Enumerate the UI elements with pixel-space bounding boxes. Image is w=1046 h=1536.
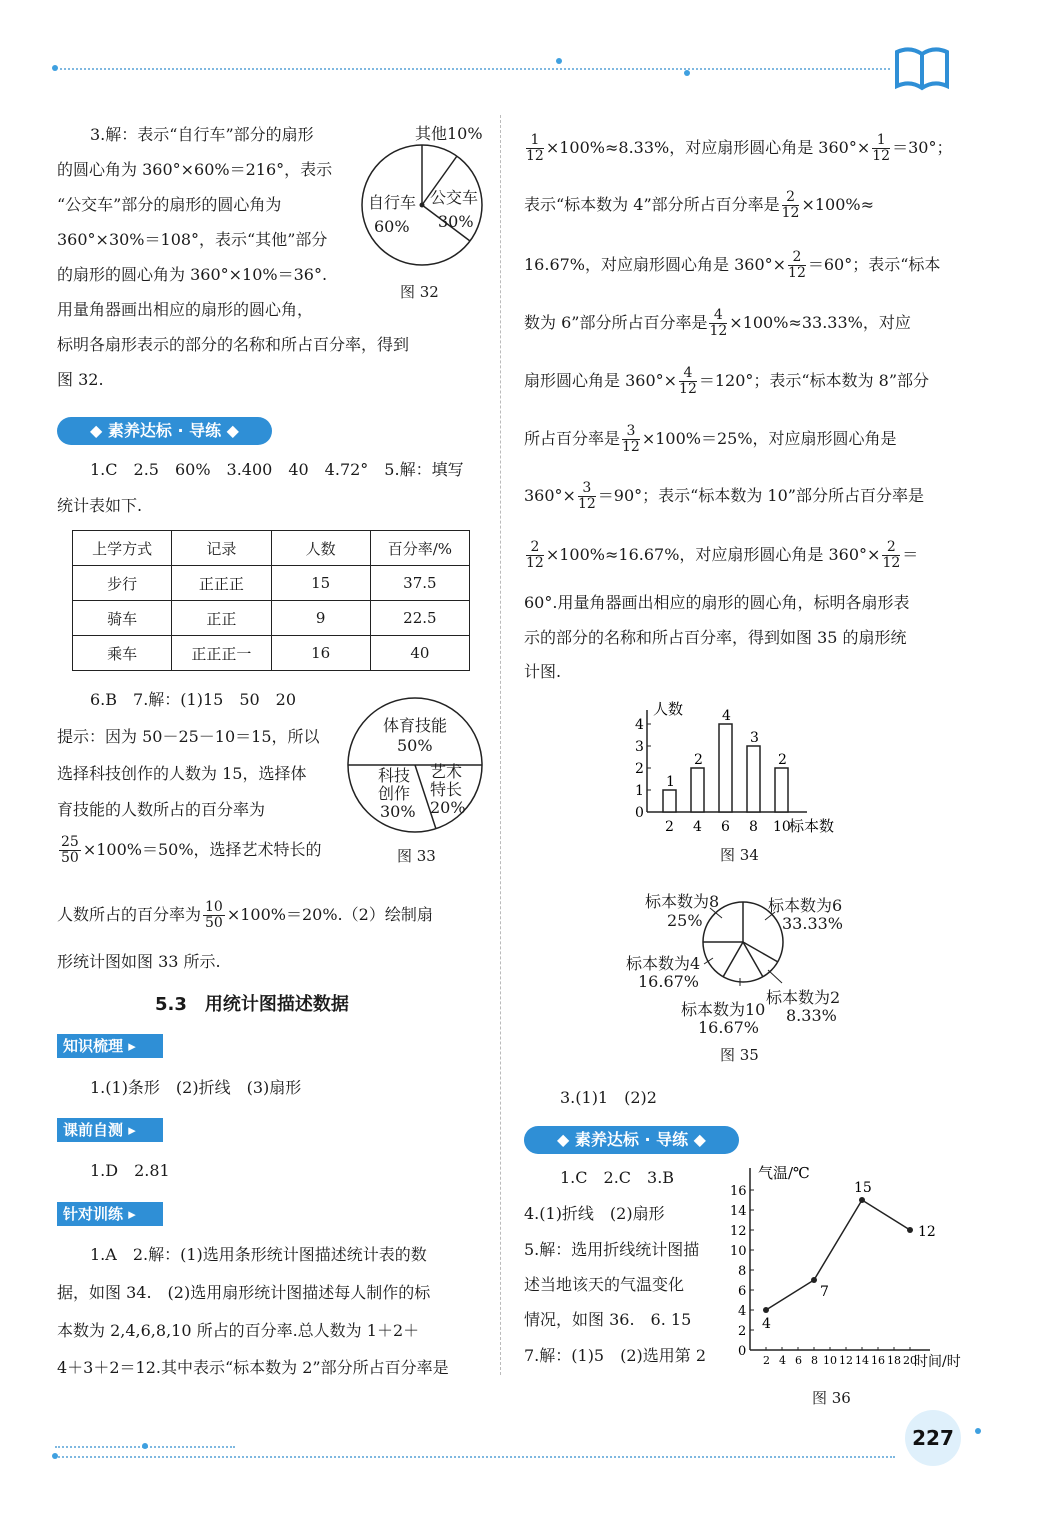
- pie-label: 标本数为6: [768, 896, 843, 915]
- text-line: 扇形圆心角是 360°× $\frac{4}{12}$ ＝120°；表示“标本数为 8”部分: [524, 365, 930, 397]
- text-line: 16.67%，对应扇形圆心角是 360°× $\frac{2}{12}$ ＝60°；表示“标本: [524, 249, 941, 281]
- table-cell: 步行: [73, 566, 172, 601]
- text-line: 6.B 7.解：(1)15 50 20: [90, 690, 297, 709]
- table-cell: 16: [271, 636, 370, 671]
- figure-caption: 图 35: [720, 1046, 759, 1064]
- y-tick-label: 3: [635, 739, 644, 755]
- table-header: 上学方式: [73, 531, 172, 566]
- y-tick-label: 0: [635, 805, 644, 821]
- text-line: 3.解：表示“自行车”部分的扇形: [90, 125, 314, 144]
- text-line: 4＋3＋2＝12.其中表示“标本数为 2”部分所占百分率是: [57, 1358, 449, 1377]
- table-cell: 骑车: [73, 601, 172, 636]
- text-line: 人数所占的百分率为 $\frac{10}{50}$ ×100%＝20%.（2）绘制扇: [57, 899, 433, 931]
- table-header: 记录: [172, 531, 271, 566]
- book-icon: [892, 42, 952, 92]
- y-tick-label: 16: [730, 1184, 747, 1199]
- data-label: 7: [820, 1284, 829, 1300]
- y-tick-label: 2: [738, 1324, 747, 1339]
- pie-label: 50%: [397, 736, 433, 755]
- x-tick-label: 6: [795, 1354, 802, 1367]
- bar-value-label: 2: [778, 752, 787, 768]
- text-line: 形统计图如图 33 所示.: [57, 952, 221, 971]
- text-line: $\frac{1}{12}$ ×100%≈8.33%，对应扇形圆心角是 360°× $\frac{1}{12}$ ＝30°；: [526, 132, 953, 164]
- x-tick-label: 10: [823, 1354, 837, 1367]
- figure-caption: 图 34: [720, 846, 759, 864]
- fraction: $\frac{2}{12}$: [781, 189, 800, 221]
- footer-dot: [142, 1443, 148, 1449]
- pie-label: 16.67%: [698, 1018, 760, 1037]
- answer-line: 4.(1)折线 (2)扇形: [524, 1204, 665, 1223]
- x-tick-label: 2: [665, 819, 674, 835]
- statistics-table: [72, 530, 470, 671]
- fraction: $\frac{1}{12}$: [526, 132, 544, 164]
- bar-value-label: 2: [694, 752, 703, 768]
- bar: [719, 724, 732, 812]
- table-cell: 40: [370, 636, 469, 671]
- y-axis-label: 人数: [653, 700, 684, 718]
- fraction: $\frac{4}{12}$: [679, 365, 697, 397]
- text-line: 图 32.: [57, 370, 104, 389]
- table-cell: 22.5: [370, 601, 469, 636]
- answer-line: 1.D 2.81: [90, 1161, 170, 1180]
- pie-label: 艺术: [430, 762, 463, 781]
- text-line: $\frac{2}{12}$ ×100%≈16.67%，对应扇形圆心角是 360°× $\frac{2}{12}$ ＝: [526, 539, 919, 571]
- section-banner: ◆ 素养达标 · 导练 ◆: [524, 1126, 739, 1154]
- series-line: [766, 1200, 910, 1310]
- header-dotted-line: [55, 68, 890, 70]
- text-line: 所占百分率是 $\frac{3}{12}$ ×100%＝25%，对应扇形圆心角是: [524, 423, 897, 455]
- table-cell: 37.5: [370, 566, 469, 601]
- line-chart-fig36: [728, 1160, 961, 1375]
- y-tick-label: 14: [730, 1204, 747, 1219]
- text-line: 本数为 2,4,6,8,10 所占的百分率.总人数为 1＋2＋: [57, 1321, 420, 1340]
- fraction: $\frac{3}{12}$: [622, 423, 640, 455]
- data-label: 15: [854, 1180, 872, 1196]
- bar: [691, 768, 704, 812]
- text-line: 360°× $\frac{3}{12}$ ＝90°；表示“标本数为 10”部分所占百分率是: [524, 480, 924, 512]
- table-header: 百分率/%: [370, 531, 469, 566]
- table-header: 人数: [271, 531, 370, 566]
- bar-value-label: 4: [722, 708, 731, 724]
- header-dot: [684, 70, 690, 76]
- y-tick-label: 4: [738, 1304, 747, 1319]
- text-line: “公交车”部分的扇形的圆心角为: [57, 195, 282, 214]
- y-tick-label: 10: [730, 1244, 747, 1259]
- pie-label: 60%: [374, 217, 410, 236]
- pie-label: 公交车: [430, 188, 479, 207]
- pie-label: 30%: [438, 212, 474, 231]
- text-line: 提示：因为 50－25－10＝15，所以: [57, 727, 320, 746]
- answer-line: 1.C 2.C 3.B: [560, 1168, 675, 1187]
- y-tick-label: 4: [635, 717, 644, 733]
- data-point: [811, 1277, 817, 1283]
- x-tick-label: 14: [855, 1354, 869, 1367]
- figure-caption: 图 36: [812, 1389, 851, 1407]
- pie-label: 标本数为10: [681, 1000, 766, 1019]
- table-cell: 15: [271, 566, 370, 601]
- bar: [663, 790, 676, 812]
- table-header-row: [73, 531, 470, 566]
- tag-pretest: 课前自测 ▸: [57, 1118, 163, 1142]
- y-tick-label: 2: [635, 761, 644, 777]
- x-tick-label: 12: [839, 1354, 853, 1367]
- data-point: [859, 1197, 865, 1203]
- pie-label: 33.33%: [782, 914, 844, 933]
- pie-label: 25%: [667, 911, 703, 930]
- text-line: 表示“标本数为 4”部分所占百分率是 $\frac{2}{12}$ ×100%≈: [524, 189, 875, 221]
- pie-label: 体育技能: [383, 716, 448, 735]
- y-tick-label: 1: [635, 783, 644, 799]
- column-divider: [500, 115, 501, 1375]
- pie-label: 标本数为8: [645, 892, 720, 911]
- pie-label: 自行车: [368, 193, 417, 212]
- fraction: $\frac{2}{12}$: [882, 539, 901, 571]
- fraction: $\frac{2}{12}$: [788, 249, 806, 281]
- answer-line: 7.解：(1)5 (2)选用第 2: [524, 1346, 707, 1365]
- fraction: $\frac{4}{12}$: [709, 307, 728, 339]
- table-cell: 正正: [172, 601, 271, 636]
- data-label: 4: [762, 1316, 771, 1332]
- x-axis-label: 时间/时: [914, 1354, 961, 1370]
- pie-label: 16.67%: [638, 972, 700, 991]
- pie-label: 创作: [378, 784, 411, 803]
- text-line: 数为 6”部分所占百分率是 $\frac{4}{12}$ ×100%≈33.33%，对应: [524, 307, 911, 339]
- pie-label: 标本数为2: [766, 988, 841, 1007]
- tag-knowledge: 知识梳理 ▸: [57, 1034, 163, 1058]
- table-cell: 正正正一: [172, 636, 271, 671]
- table-row: [73, 566, 470, 601]
- y-tick-label: 6: [738, 1284, 747, 1299]
- answer-line: 3.(1)1 (2)2: [560, 1088, 657, 1107]
- fraction: $\frac{1}{12}$: [872, 132, 891, 164]
- figure-caption: 图 32: [400, 283, 439, 301]
- x-tick-label: 6: [721, 819, 730, 835]
- answer-line: 述当地该天的气温变化: [524, 1275, 685, 1294]
- bar: [747, 746, 760, 812]
- answer-line: 1.C 2.5 60% 3.400 40 4.72° 5.解：填写: [90, 460, 464, 479]
- x-axis-label: 标本数: [789, 817, 835, 835]
- bar-value-label: 3: [750, 730, 759, 746]
- text-line: 用量角器画出相应的扇形的圆心角，: [57, 300, 314, 319]
- text-line: 育技能的人数所占的百分率为: [57, 800, 266, 819]
- figure-caption: 图 33: [397, 847, 436, 865]
- y-tick-label: 12: [730, 1224, 747, 1239]
- y-tick-label: 0: [738, 1344, 747, 1359]
- text-line: 示的部分的名称和所占百分率，得到如图 35 的扇形统: [524, 628, 907, 647]
- fraction: $\frac{3}{12}$: [577, 480, 596, 512]
- table-cell: 9: [271, 601, 370, 636]
- pie-label: 20%: [430, 798, 466, 817]
- section-title: 5.3 用统计图描述数据: [155, 994, 349, 1015]
- table-cell: 乘车: [73, 636, 172, 671]
- pie-label: 科技: [378, 766, 411, 785]
- x-tick-label: 4: [779, 1354, 786, 1367]
- y-axis-label: 气温/℃: [758, 1164, 810, 1182]
- bar-value-label: 1: [666, 774, 675, 790]
- page-number: 227: [905, 1410, 961, 1466]
- pie-label: 8.33%: [786, 1006, 837, 1025]
- text-line: 的扇形的圆心角为 360°×10%＝36°.: [57, 265, 328, 284]
- x-tick-label: 4: [693, 819, 702, 835]
- x-tick-label: 2: [763, 1354, 770, 1367]
- answer-line: 5.解：选用折线统计图描: [524, 1240, 700, 1259]
- text-line: 的圆心角为 360°×60%＝216°，表示: [57, 160, 333, 179]
- section-banner: ◆ 素养达标 · 导练 ◆: [57, 417, 272, 445]
- x-tick-label: 10: [773, 819, 791, 835]
- pie-label: 特长: [430, 780, 463, 799]
- x-tick-label: 18: [887, 1354, 901, 1367]
- text-line: 1.A 2.解：(1)选用条形统计图描述统计表的数: [90, 1245, 427, 1264]
- footer-dot: [52, 1453, 58, 1459]
- pie-label: 其他10%: [415, 124, 483, 143]
- text-line: 60°.用量角器画出相应的扇形的圆心角，标明各扇形表: [524, 593, 910, 612]
- text-line: 据，如图 34. (2)选用扇形统计图描述每人制作的标: [57, 1283, 431, 1302]
- data-label: 12: [918, 1224, 936, 1240]
- text-line: 标明各扇形表示的部分的名称和所占百分率，得到: [57, 335, 410, 354]
- text-line: 计图.: [524, 662, 562, 681]
- footer-dot: [975, 1428, 981, 1434]
- table-row: [73, 636, 470, 671]
- pie-label: 标本数为4: [626, 954, 701, 973]
- bar: [775, 768, 788, 812]
- y-tick-label: 8: [738, 1264, 747, 1279]
- x-tick-label: 8: [749, 819, 758, 835]
- data-point: [763, 1307, 769, 1313]
- fraction: $\frac{10}{50}$: [205, 899, 223, 931]
- answer-line: 情况，如图 36. 6. 15: [524, 1310, 692, 1329]
- bar-chart-fig34: [625, 692, 855, 842]
- footer-dotted-line: [55, 1456, 895, 1458]
- table-cell: 正正正: [172, 566, 271, 601]
- x-tick-label: 20: [903, 1354, 917, 1367]
- text-line: $\frac{25}{50}$ ×100%＝50%，选择艺术特长的: [61, 834, 322, 866]
- pie-label: 30%: [380, 802, 416, 821]
- table-row: [73, 601, 470, 636]
- fraction: $\frac{25}{50}$: [61, 834, 79, 866]
- answer-line: 统计表如下.: [57, 496, 143, 515]
- x-tick-label: 16: [871, 1354, 885, 1367]
- data-point: [907, 1227, 913, 1233]
- x-tick-label: 8: [811, 1354, 818, 1367]
- header-dot: [52, 65, 58, 71]
- fraction: $\frac{2}{12}$: [526, 539, 544, 571]
- tag-training: 针对训练 ▸: [57, 1202, 163, 1226]
- header-dot: [556, 58, 562, 64]
- text-line: 选择科技创作的人数为 15，选择体: [57, 764, 307, 783]
- answer-line: 1.(1)条形 (2)折线 (3)扇形: [90, 1078, 302, 1097]
- text-line: 360°×30%＝108°，表示“其他”部分: [57, 230, 328, 249]
